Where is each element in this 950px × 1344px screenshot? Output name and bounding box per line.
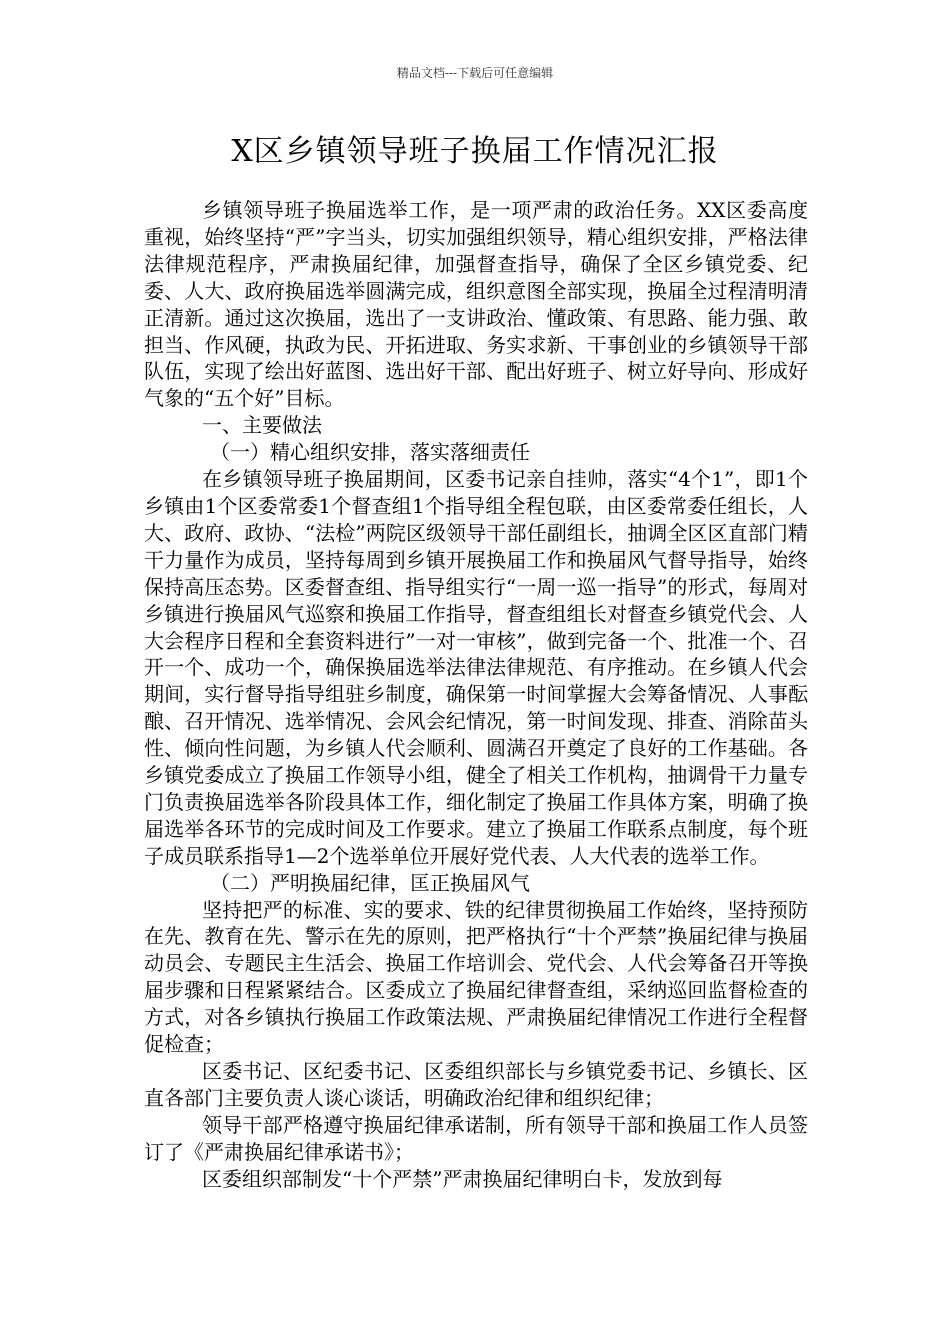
document-body xyxy=(144,197,808,1193)
paragraph: 在乡镇领导班子换届期间，区委书记亲自挂帅，落实“4个1”，即1个乡镇由1个区委常委1个督查组1个指导组全程包联，由区委常委任组长，人大、政府、政协、“法检”两院区级领导干部任副组长，抽调全区区直部门精干力量作为成员，坚持每周到乡镇开展换届工作和换届风气督导指导，始终保持高压态势。区委督查组、指导组实行“一周一巡一指导”的形式，每周对乡镇进行换届风气巡察和换届工作指导，督查组组长对督查乡镇党代会、人大会程序日程和全套资料进行”一对一审核”，做到完备一个、批准一个、召开一个、成功一个，确保换届选举法律法律规范、有序推动。在乡镇人代会期间，实行督导指导组驻乡制度，确保第一时间掌握大会筹备情况、人事酝酿、召开情况、选举情况、会风会纪情况，第一时间发现、排查、消除苗头性、倾向性问题，为乡镇人代会顺利、圆满召开奠定了良好的工作基础。各乡镇党委成立了换届工作领导小组，健全了相关工作机构，抽调骨干力量专门负责换届选举各阶段具体工作，细化制定了换届工作具体方案，明确了换届选举各环节的完成时间及工作要求。建立了换届工作联系点制度，每个班子成员联系指导1—2个选举单位开展好党代表、人大代表的选举工作。 xyxy=(144,467,808,868)
paragraph: 区委书记、区纪委书记、区委组织部长与乡镇党委书记、乡镇长、区直各部门主要负责人谈心谈话，明确政治纪律和组织纪律； xyxy=(144,1059,808,1110)
page-title: X区乡镇领导班子换届工作情况汇报 xyxy=(231,134,719,169)
paragraph: 区委组织部制发“十个严禁”严肃换届纪律明白卡，发放到每 xyxy=(202,1166,723,1191)
paragraph: 坚持把严的标准、实的要求、铁的纪律贯彻换届工作始终，坚持预防在先、教育在先、警示在先的原则，把严格执行“十个严禁”换届纪律与换届动员会、专题民主生活会、换届工作培训会、党代会、人代会筹备召开等换届步骤和日程紧紧结合。区委成立了换届纪律督查组，采纳巡回监督检查的方式，对各乡镇执行换届工作政策法规、严肃换届纪律情况工作进行全程督促检查； xyxy=(144,897,808,1057)
header-note: 精品文档---下载后可任意编辑 xyxy=(396,66,554,80)
section-heading: 一、主要做法 xyxy=(202,413,322,438)
subsection-heading: （二）严明换届纪律，匡正换届风气 xyxy=(210,870,530,895)
paragraph: 领导干部严格遵守换届纪律承诺制，所有领导干部和换届工作人员签订了《严肃换届纪律承诺书》； xyxy=(144,1112,808,1164)
subsection-heading: （一）精心组织安排，落实落细责任 xyxy=(210,440,530,465)
paragraph: 乡镇领导班子换届选举工作，是一项严肃的政治任务。XX区委高度重视，始终坚持“严”字当头，切实加强组织领导，精心组织安排，严格法律法律规范程序，严肃换届纪律，加强督查指导，确保了全区乡镇党委、纪委、人大、政府换届选举圆满完成，组织意图全部实现，换届全过程清明清正清新。通过这次换届，选出了一支讲政治、懂政策、有思路、能力强、敢担当、作风硬，执政为民、开拓进取、务实求新、干事创业的乡镇领导干部队伍，实现了绘出好蓝图、选出好干部、配出好班子、树立好导向、形成好气象的“五个好”目标。 xyxy=(144,198,808,411)
